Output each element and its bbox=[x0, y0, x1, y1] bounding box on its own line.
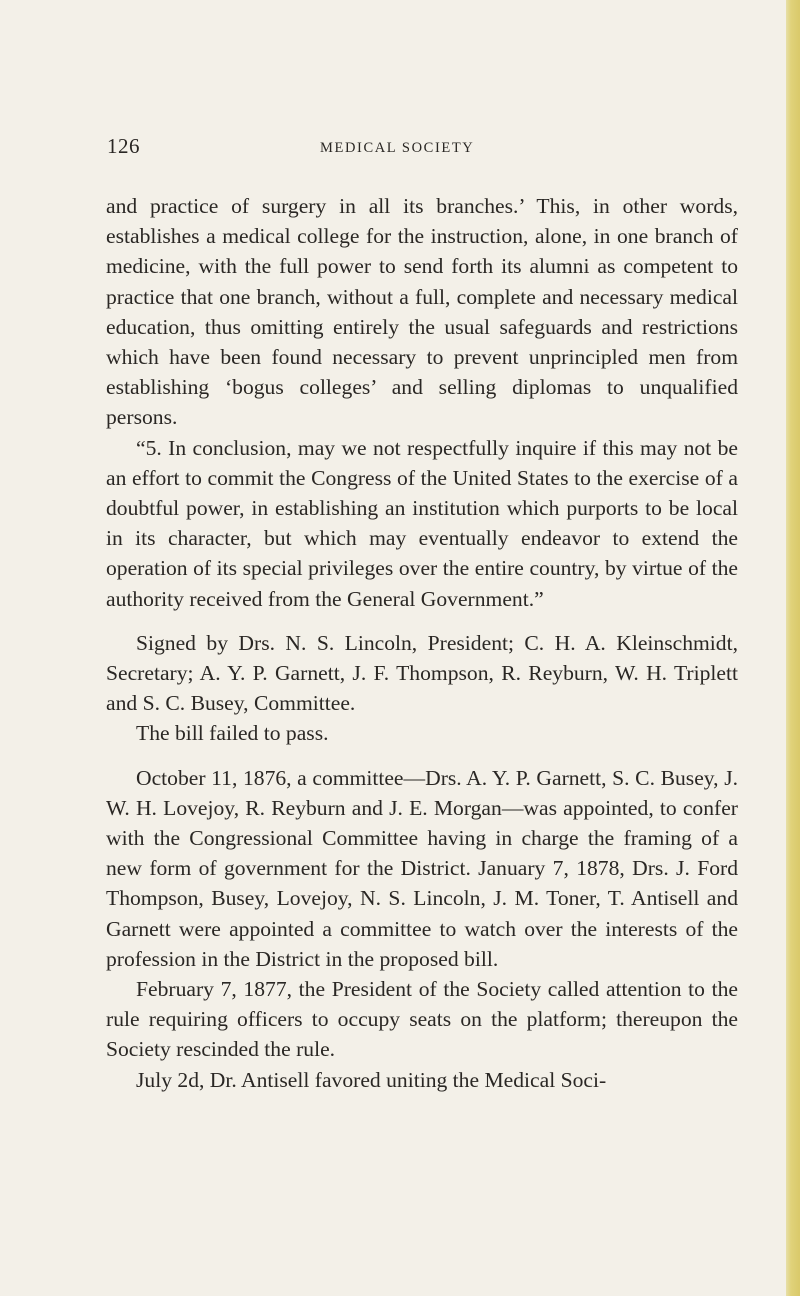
running-head: MEDICAL SOCIETY bbox=[320, 140, 475, 156]
page-edge bbox=[786, 0, 800, 1296]
body-text bbox=[106, 191, 738, 1095]
paragraph-1: and practice of surgery in all its branches.’ This, in other words, establishes a medical college for the instruction, alone, in one branch of medicine, with the full power to send forth its alumni as competent to practice that one branch, without a full, complete and necessary medical education, thus omitting entirely the usual safeguards and restrictions which have been found necessary to prevent unprincipled men from establishing ‘bogus colleges’ and selling diplomas to unqualified persons. bbox=[106, 194, 738, 430]
paragraph-2: “5. In conclusion, may we not respectfully inquire if this may not be an effort to commit the Congress of the United States to the exercise of a doubtful power, in establishing an institution which purports to be local in its character, but which may eventually endeavor to extend the operation of its special privileges over the entire country, by virtue of the authority received from the General Government.” bbox=[106, 435, 738, 611]
paragraph-3: Signed by Drs. N. S. Lincoln, President; C. H. A. Kleinschmidt, Secretary; A. Y. P. Garnett, J. F. Thompson, R. Reyburn, W. H. Triplett and S. C. Busey, Committee. bbox=[106, 630, 738, 716]
page-header bbox=[0, 134, 790, 174]
page-number: 126 bbox=[107, 134, 140, 158]
paragraph-7: July 2d, Dr. Antisell favored uniting the Medical Soci- bbox=[136, 1067, 607, 1092]
paragraph-6: February 7, 1877, the President of the Society called attention to the rule requiring officers to occupy seats on the platform; thereupon the Society rescinded the rule. bbox=[106, 977, 738, 1062]
paragraph-4: The bill failed to pass. bbox=[136, 721, 329, 746]
paragraph-5: October 11, 1876, a committee—Drs. A. Y. P. Garnett, S. C. Busey, J. W. H. Lovejoy, R. Reyburn and J. E. Morgan—was appointed, to confer with the Congressional Committee having in charge the framing of a new form of government for the District. January 7, 1878, Drs. J. Ford Thompson, Busey, Lovejoy, N. S. Lincoln, J. M. Toner, T. Antisell and Garnett were appointed a committee to watch over the interests of the profession in the District in the proposed bill. bbox=[106, 765, 738, 971]
